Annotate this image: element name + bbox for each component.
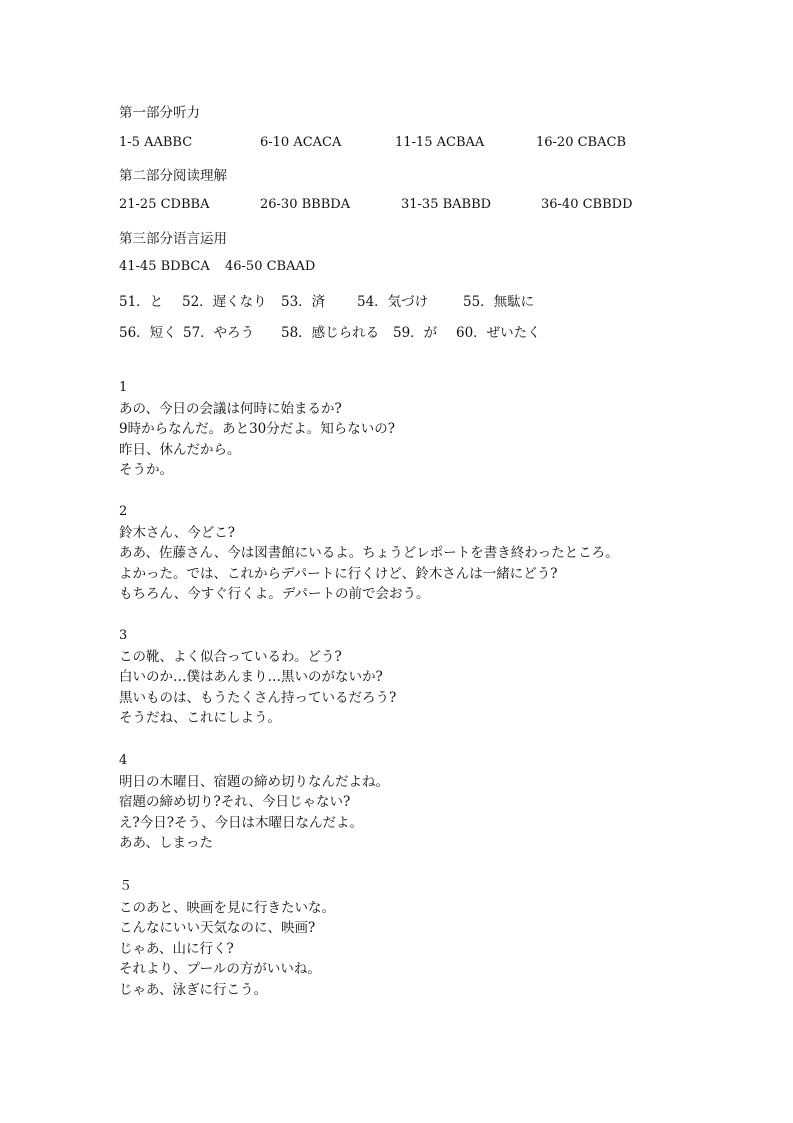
- dialog-line: あの、今日の会議は何時に始まるか?: [119, 400, 342, 417]
- fill-answer: 52．遅くなり: [182, 294, 267, 310]
- answer-group: 36-40 CBBDD: [541, 197, 633, 212]
- fill-answer: 53．済: [281, 294, 326, 310]
- fill-answer: 59．が: [393, 325, 438, 341]
- dialog-line: 鈴木さん、今どこ?: [119, 524, 236, 541]
- answer-group: 26-30 BBBDA: [260, 197, 351, 212]
- dialog-number: 4: [119, 753, 128, 768]
- dialog-line: ああ、佐藤さん、今は図書館にいるよ。ちょうどレポートを書き終わったところ。: [119, 545, 619, 561]
- fill-answer: 54．気づけ: [357, 294, 429, 310]
- fill-answer: 58．感じられる: [281, 325, 380, 341]
- answer-group: 1-5 AABBC: [119, 135, 193, 150]
- dialog-line: それより、プールの方がいいね。: [119, 961, 321, 977]
- dialog-5: [119, 877, 335, 1000]
- dialog-line: ああ、しまった: [119, 835, 213, 851]
- dialog-line: そうか。: [119, 462, 173, 478]
- dialog-number: 2: [119, 504, 128, 519]
- dialog-line: もちろん、今すぐ行くよ。デパートの前で会おう。: [119, 586, 430, 602]
- answer-group: 21-25 CDBBA: [119, 197, 210, 212]
- fill-answer: 57．やろう: [183, 325, 255, 341]
- dialog-3: [119, 626, 396, 729]
- dialog-line: じゃあ、泳ぎに行こう。: [119, 981, 267, 998]
- answer-group: 31-35 BABBD: [401, 197, 492, 212]
- dialog-1: [119, 378, 395, 481]
- dialog-line: え?今日?そう、今日は木曜日なんだよ。: [119, 814, 363, 831]
- section-3-title: 第三部分语言运用: [119, 231, 227, 247]
- dialog-line: じゃあ、山に行く?: [119, 940, 234, 957]
- dialog-line: この靴、よく似合っているわ。どう?: [119, 648, 342, 665]
- fill-answer: 56．短く: [119, 325, 177, 341]
- fill-answer: 55．無駄に: [463, 294, 535, 310]
- dialog-2: [119, 502, 619, 605]
- dialog-line: 白いのか…僕はあんまり…黒いのがないか?: [119, 669, 383, 685]
- dialog-line: 黒いものは、もうたくさん持っているだろう?: [119, 689, 397, 706]
- fill-answer: 60．ぜいたく: [456, 325, 541, 341]
- dialog-number: 3: [119, 628, 128, 643]
- section-1-title: 第一部分听力: [119, 105, 200, 121]
- dialog-4: [119, 751, 389, 854]
- dialog-line: 明日の木曜日、宿題の締め切りなんだよね。: [119, 773, 389, 790]
- fill-answer: 51．と: [119, 294, 164, 310]
- dialog-line: そうだね、これにしよう。: [119, 710, 281, 726]
- dialog-line: よかった。では、これからデパートに行くけど、鈴木さんは一緒にどう?: [119, 565, 558, 582]
- dialog-number: ５: [119, 879, 133, 894]
- answer-group: 11-15 ACBAA: [395, 135, 485, 150]
- section-2-title: 第二部分阅读理解: [119, 168, 227, 184]
- answer-group: 46-50 CBAAD: [225, 259, 316, 274]
- dialog-line: こんなにいい天気なのに、映画?: [119, 920, 316, 936]
- dialog-line: 9時からなんだ。あと30分だよ。知らないの?: [119, 421, 396, 437]
- dialog-line: このあと、映画を見に行きたいな。: [119, 899, 335, 916]
- dialog-line: 宿題の締め切り?それ、今日じゃない?: [119, 794, 351, 810]
- answer-group: 41-45 BDBCA: [119, 259, 210, 274]
- answer-group: 6-10 ACACA: [260, 135, 342, 150]
- dialog-line: 昨日、休んだから。: [119, 441, 241, 458]
- dialog-number: 1: [119, 380, 128, 395]
- answer-group: 16-20 CBACB: [536, 135, 626, 150]
